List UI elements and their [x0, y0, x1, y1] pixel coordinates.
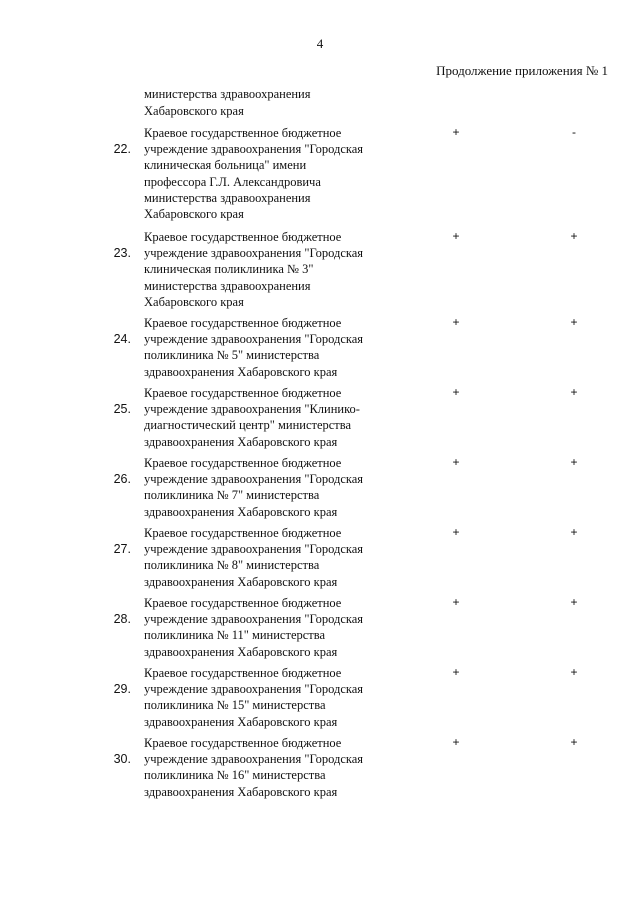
institution-name — [144, 665, 414, 730]
mark-column-1: + — [452, 525, 460, 539]
row-number: 30. — [113, 752, 131, 766]
table-row — [0, 315, 640, 385]
institution-list — [0, 125, 640, 805]
table-row — [0, 125, 640, 229]
table-row — [0, 665, 640, 735]
institution-name-line: учреждение здравоохранения "Клинико- — [144, 402, 360, 417]
mark-column-1: + — [452, 385, 460, 399]
mark-column-2: + — [570, 315, 578, 329]
continued-text-line: Хабаровского края — [144, 104, 244, 118]
institution-name-line: Краевое государственное бюджетное — [144, 126, 342, 140]
institution-name-line: поликлиника № 8" министерства — [144, 558, 320, 573]
row-number: 24. — [113, 332, 131, 346]
institution-name-line: здравоохранения Хабаровского края — [144, 504, 338, 519]
page-number: 4 — [316, 36, 324, 51]
mark-column-2: + — [570, 229, 578, 243]
institution-name-line: поликлиника № 16" министерства — [144, 768, 326, 783]
mark-column-1: + — [452, 315, 460, 329]
institution-name-line: диагностический центр" министерства — [144, 418, 352, 433]
mark-column-2: + — [570, 525, 578, 539]
institution-name-line: Краевое государственное бюджетное — [144, 230, 342, 244]
institution-name-line: учреждение здравоохранения "Городская — [144, 612, 364, 627]
row-number: 25. — [113, 402, 131, 416]
institution-name-line: поликлиника № 11" министерства — [144, 628, 326, 643]
institution-name-line: здравоохранения Хабаровского края — [144, 714, 338, 729]
institution-name-line: Краевое государственное бюджетное — [144, 736, 342, 750]
row-number: 22. — [113, 142, 131, 156]
institution-name-line: здравоохранения Хабаровского края — [144, 574, 338, 589]
mark-column-2: + — [570, 385, 578, 399]
institution-name-line: клиническая больница" имени — [144, 158, 307, 173]
institution-name-line: поликлиника № 5" министерства — [144, 348, 320, 363]
row-number: 27. — [113, 542, 131, 556]
institution-name-line: учреждение здравоохранения "Городская — [144, 682, 364, 697]
mark-column-2: + — [570, 665, 578, 679]
institution-name-line: здравоохранения Хабаровского края — [144, 364, 338, 379]
institution-name-line: учреждение здравоохранения "Городская — [144, 472, 364, 487]
mark-column-1: + — [452, 595, 460, 609]
institution-name-line: поликлиника № 7" министерства — [144, 488, 320, 503]
mark-column-1: + — [452, 455, 460, 469]
institution-name-line: Хабаровского края — [144, 294, 244, 309]
institution-name-line: поликлиника № 15" министерства — [144, 698, 326, 713]
mark-column-1: + — [452, 665, 460, 679]
institution-name — [144, 125, 414, 222]
institution-name-line: Хабаровского края — [144, 207, 244, 222]
institution-name-line: здравоохранения Хабаровского края — [144, 644, 338, 659]
table-row — [0, 595, 640, 665]
mark-column-1: + — [452, 735, 460, 749]
continued-text — [144, 86, 404, 120]
mark-column-2: + — [570, 455, 578, 469]
institution-name-line: клиническая поликлиника № 3" — [144, 262, 314, 277]
institution-name — [144, 385, 414, 450]
table-row — [0, 229, 640, 315]
institution-name-line: министерства здравоохранения — [144, 278, 311, 293]
institution-name — [144, 735, 414, 800]
institution-name-line: здравоохранения Хабаровского края — [144, 784, 338, 799]
institution-name — [144, 315, 414, 380]
institution-name-line: Краевое государственное бюджетное — [144, 456, 342, 470]
institution-name — [144, 229, 414, 310]
institution-name-line: учреждение здравоохранения "Городская — [144, 246, 364, 261]
mark-column-1: + — [452, 125, 460, 139]
institution-name-line: Краевое государственное бюджетное — [144, 526, 342, 540]
institution-name-line: учреждение здравоохранения "Городская — [144, 142, 364, 157]
row-number: 26. — [113, 472, 131, 486]
table-row — [0, 455, 640, 525]
continued-text-line: министерства здравоохранения — [144, 87, 311, 101]
institution-name-line: учреждение здравоохранения "Городская — [144, 332, 364, 347]
institution-name-line: учреждение здравоохранения "Городская — [144, 542, 364, 557]
institution-name-line: министерства здравоохранения — [144, 190, 311, 205]
institution-name-line: Краевое государственное бюджетное — [144, 666, 342, 680]
institution-name-line: здравоохранения Хабаровского края — [144, 434, 338, 449]
mark-column-2: - — [572, 125, 576, 139]
continuation-label: Продолжение приложения № 1 — [436, 63, 608, 78]
institution-name — [144, 455, 414, 520]
mark-column-2: + — [570, 595, 578, 609]
institution-name — [144, 525, 414, 590]
mark-column-2: + — [570, 735, 578, 749]
mark-column-1: + — [452, 229, 460, 243]
row-number: 23. — [113, 246, 131, 260]
row-number: 28. — [113, 612, 131, 626]
institution-name-line: Краевое государственное бюджетное — [144, 386, 342, 400]
institution-name-line: профессора Г.Л. Александровича — [144, 174, 321, 189]
table-row — [0, 385, 640, 455]
table-row — [0, 735, 640, 805]
institution-name-line: Краевое государственное бюджетное — [144, 316, 342, 330]
row-number: 29. — [113, 682, 131, 696]
table-row — [0, 525, 640, 595]
institution-name-line: Краевое государственное бюджетное — [144, 596, 342, 610]
institution-name — [144, 595, 414, 660]
institution-name-line: учреждение здравоохранения "Городская — [144, 752, 364, 767]
